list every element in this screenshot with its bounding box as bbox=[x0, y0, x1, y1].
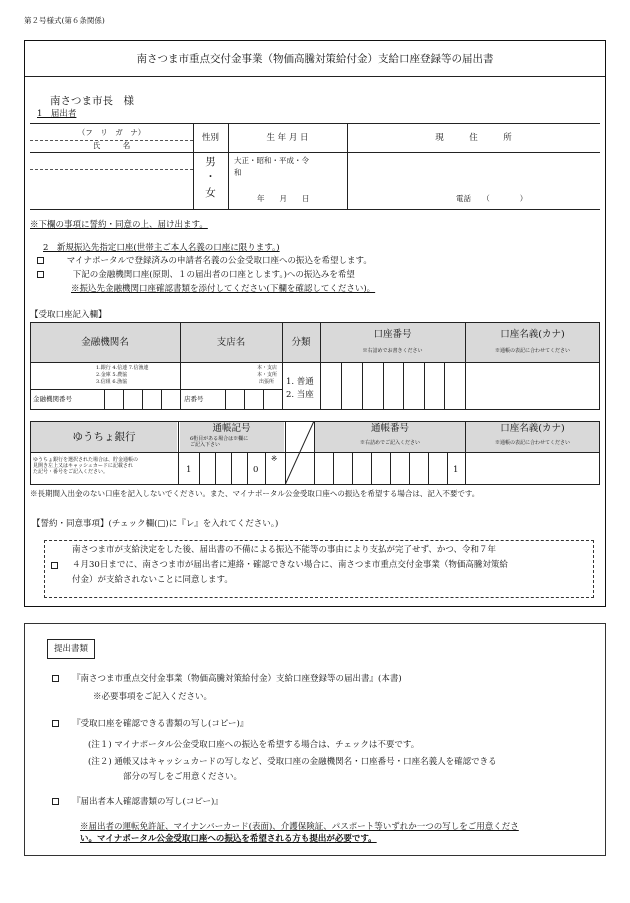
digit-cell bbox=[447, 452, 448, 485]
pledge-line-1: 南さつま市が支給決定をした後、届出書の不備による振込不能等の事由により支払が完了せず、かつ、令和７年 bbox=[72, 545, 496, 555]
yucho-instructions: ゆうちょ銀行を選択された場合は、貯金通帳の 見開き左上又はキャッシュカードに記載され た記号・番号をご記入ください。 bbox=[33, 457, 139, 475]
item3-checkbox[interactable] bbox=[52, 798, 59, 805]
digit-cell bbox=[215, 452, 216, 485]
digit-cell bbox=[409, 452, 410, 485]
item2-title: 『受取口座を確認できる書類の写し(コピー)』 bbox=[72, 719, 249, 729]
yucho-sixth-digit-mark: ※ bbox=[271, 454, 278, 463]
option2-checkbox[interactable] bbox=[37, 271, 44, 278]
gender-male[interactable]: 男 bbox=[205, 156, 216, 168]
section2-heading: 2 新規振込先指定口座(世帯主ご本人名義の口座に限ります。) bbox=[43, 243, 280, 253]
digit-cell bbox=[444, 362, 445, 410]
yucho-bank-name: ゆうちょ銀行 bbox=[72, 431, 136, 443]
divider bbox=[180, 322, 181, 410]
digit-cell bbox=[383, 362, 384, 410]
addressee: 南さつま市長 様 bbox=[50, 95, 134, 107]
digit-cell bbox=[199, 452, 200, 485]
holder-header: 口座名義(カナ) bbox=[500, 329, 565, 340]
name-label: 氏 名 bbox=[92, 141, 131, 150]
item2-note2-cont: 部分の写しをご用意ください。 bbox=[123, 772, 243, 782]
pledge-heading: 【誓約・同意事項】(チェック欄(□)に『レ』を入れてください。) bbox=[32, 519, 279, 529]
title-divider bbox=[25, 76, 605, 77]
digit-cell bbox=[428, 452, 429, 485]
digit-cell bbox=[341, 362, 342, 410]
gender-separator: ・ bbox=[205, 171, 216, 183]
form-title: 南さつま市重点交付金事業（物価高騰対策給付金）支給口座登録等の届出書 bbox=[136, 53, 494, 65]
yucho-number-note: ※右詰めでご記入ください bbox=[359, 440, 420, 446]
divider bbox=[30, 152, 600, 153]
branch-code-label: 店番号 bbox=[184, 395, 204, 403]
digit-cell bbox=[390, 452, 391, 485]
type-ordinary[interactable]: 1. 普通 bbox=[286, 377, 314, 387]
digit-cell bbox=[161, 389, 162, 410]
digit-cell bbox=[424, 362, 425, 410]
yucho-symbol-note: 6桁目がある場合は※欄に ご記入下さい bbox=[190, 436, 249, 448]
pledge-line-3: 付金）が支給されないことに同意します。 bbox=[72, 575, 233, 585]
digit-cell bbox=[352, 452, 353, 485]
option1-text: マイナポータルで登録済みの申請者名義の公金受取口座への振込を希望します。 bbox=[66, 256, 372, 266]
dob-label: 生 年 月 日 bbox=[266, 133, 309, 143]
item1-note: ※必要事項をご記入ください。 bbox=[93, 692, 213, 702]
digit-cell bbox=[247, 452, 248, 485]
bank-type-2: 2.金庫 5.農協 bbox=[96, 372, 128, 378]
branch-type-1: 本・支店 bbox=[257, 365, 278, 371]
option2-text: 下記の金融機関口座(原則、１の届出者の口座とします。)への振込みを希望 bbox=[72, 270, 355, 280]
era-options-cont: 和 bbox=[234, 168, 242, 177]
consent-note: ※下欄の事項に誓約・同意の上、届け出ます。 bbox=[30, 220, 208, 230]
bank-code-label: 金融機関番号 bbox=[33, 395, 72, 403]
furigana-label: （フ リ ガ ナ） bbox=[77, 128, 146, 137]
yucho-holder-header: 口座名義(カナ) bbox=[500, 423, 565, 434]
digit-cell bbox=[362, 362, 363, 410]
yucho-zero-digit: 0 bbox=[253, 465, 259, 475]
divider bbox=[282, 322, 283, 410]
item1-checkbox[interactable] bbox=[52, 675, 59, 682]
phone-field: 電話 （ ） bbox=[456, 194, 528, 203]
item3-note1: ※届出者の運転免許証、マイナンバーカード(表面)、介護保険証、パスポート等いずれか一つの写しをご用意くださ bbox=[80, 822, 519, 832]
divider bbox=[30, 362, 600, 363]
branch-type-3: 出張所 bbox=[259, 379, 275, 385]
divider bbox=[30, 452, 600, 453]
option1-checkbox[interactable] bbox=[37, 257, 44, 264]
holder-note: ※通帳の表記に合わせてください bbox=[494, 348, 570, 354]
address-label: 現 住 所 bbox=[435, 133, 512, 143]
divider bbox=[30, 169, 193, 170]
digit-cell bbox=[123, 389, 124, 410]
era-options: 大正・昭和・平成・令 bbox=[234, 156, 309, 165]
account-number-note: ※右詰めでお書きください bbox=[362, 348, 423, 354]
account-section-heading: 【受取口座記入欄】 bbox=[30, 310, 107, 320]
item3-title: 『届出者本人確認書類の写し(コピー)』 bbox=[72, 797, 223, 807]
option1-row bbox=[37, 257, 372, 266]
yucho-symbol-header: 通帳記号 bbox=[212, 423, 251, 434]
yucho-diagonal-slash bbox=[285, 421, 315, 485]
branch-header: 支店名 bbox=[216, 337, 246, 348]
digit-cell bbox=[403, 362, 404, 410]
dob-ymd: 年 月 日 bbox=[257, 194, 310, 203]
digit-cell bbox=[333, 452, 334, 485]
long-term-note: ※長期間入出金のない口座を記入しないでください。また、マイナポータル公金受取口座への振込を希望する場合は、記入不要です。 bbox=[30, 489, 480, 498]
item3-note2: い。マイナポータル公金受取口座への振込を希望される方も提出が必要です。 bbox=[80, 834, 377, 844]
yucho-suffix-digit: 1 bbox=[453, 465, 459, 475]
bank-type-1: 1.銀行 4.信連 7.信漁連 bbox=[96, 365, 149, 371]
yucho-holder-note: ※通帳の表記に合わせてください bbox=[494, 440, 570, 446]
bank-header: 金融機関名 bbox=[81, 337, 129, 348]
yucho-prefix-digit: 1 bbox=[186, 465, 192, 475]
digit-cell bbox=[265, 452, 266, 485]
gender-female[interactable]: 女 bbox=[205, 187, 216, 199]
digit-cell bbox=[371, 452, 372, 485]
bank-type-3: 3.信組 6.漁協 bbox=[96, 379, 128, 385]
item2-checkbox[interactable] bbox=[52, 720, 59, 727]
type-header: 分類 bbox=[291, 337, 311, 348]
digit-cell bbox=[225, 389, 226, 410]
digit-cell bbox=[104, 389, 105, 410]
digit-cell bbox=[263, 389, 264, 410]
digit-cell bbox=[142, 389, 143, 410]
item2-note1: (注１) マイナポータル公金受取口座への振込を希望する場合は、チェックは不要です。 bbox=[88, 740, 420, 750]
account-number-header: 口座番号 bbox=[373, 329, 412, 340]
digit-cell bbox=[244, 389, 245, 410]
gender-label: 性別 bbox=[201, 133, 219, 143]
section1-heading: 1 届出者 bbox=[37, 109, 77, 119]
form-number-label: 第２号様式(第６条関係) bbox=[24, 16, 105, 25]
submission-heading: 提出書類 bbox=[53, 644, 88, 654]
option2-note: ※振込先金融機関口座確認書類を添付してください(下欄を確認してください)。 bbox=[71, 284, 376, 294]
pledge-line-2: ４月30日までに、南さつま市が届出者に連絡・確認できない場合に、南さつま市重点交付金事業（物価高騰対策給 bbox=[72, 560, 508, 570]
item2-note2: (注２) 通帳又はキャッシュカードの写しなど、受取口座の金融機関名・口座番号・口座名義人を確認できる bbox=[88, 757, 497, 767]
type-current[interactable]: 2. 当座 bbox=[286, 390, 314, 400]
option2-row bbox=[37, 271, 355, 280]
item1-title: 『南さつま市重点交付金事業（物価高騰対策給付金）支給口座登録等の届出書』(本書) bbox=[72, 674, 402, 684]
pledge-checkbox[interactable] bbox=[51, 562, 58, 569]
digit-cell bbox=[231, 452, 232, 485]
branch-type-2: 本・支所 bbox=[257, 372, 278, 378]
yucho-number-header: 通帳番号 bbox=[370, 423, 409, 434]
